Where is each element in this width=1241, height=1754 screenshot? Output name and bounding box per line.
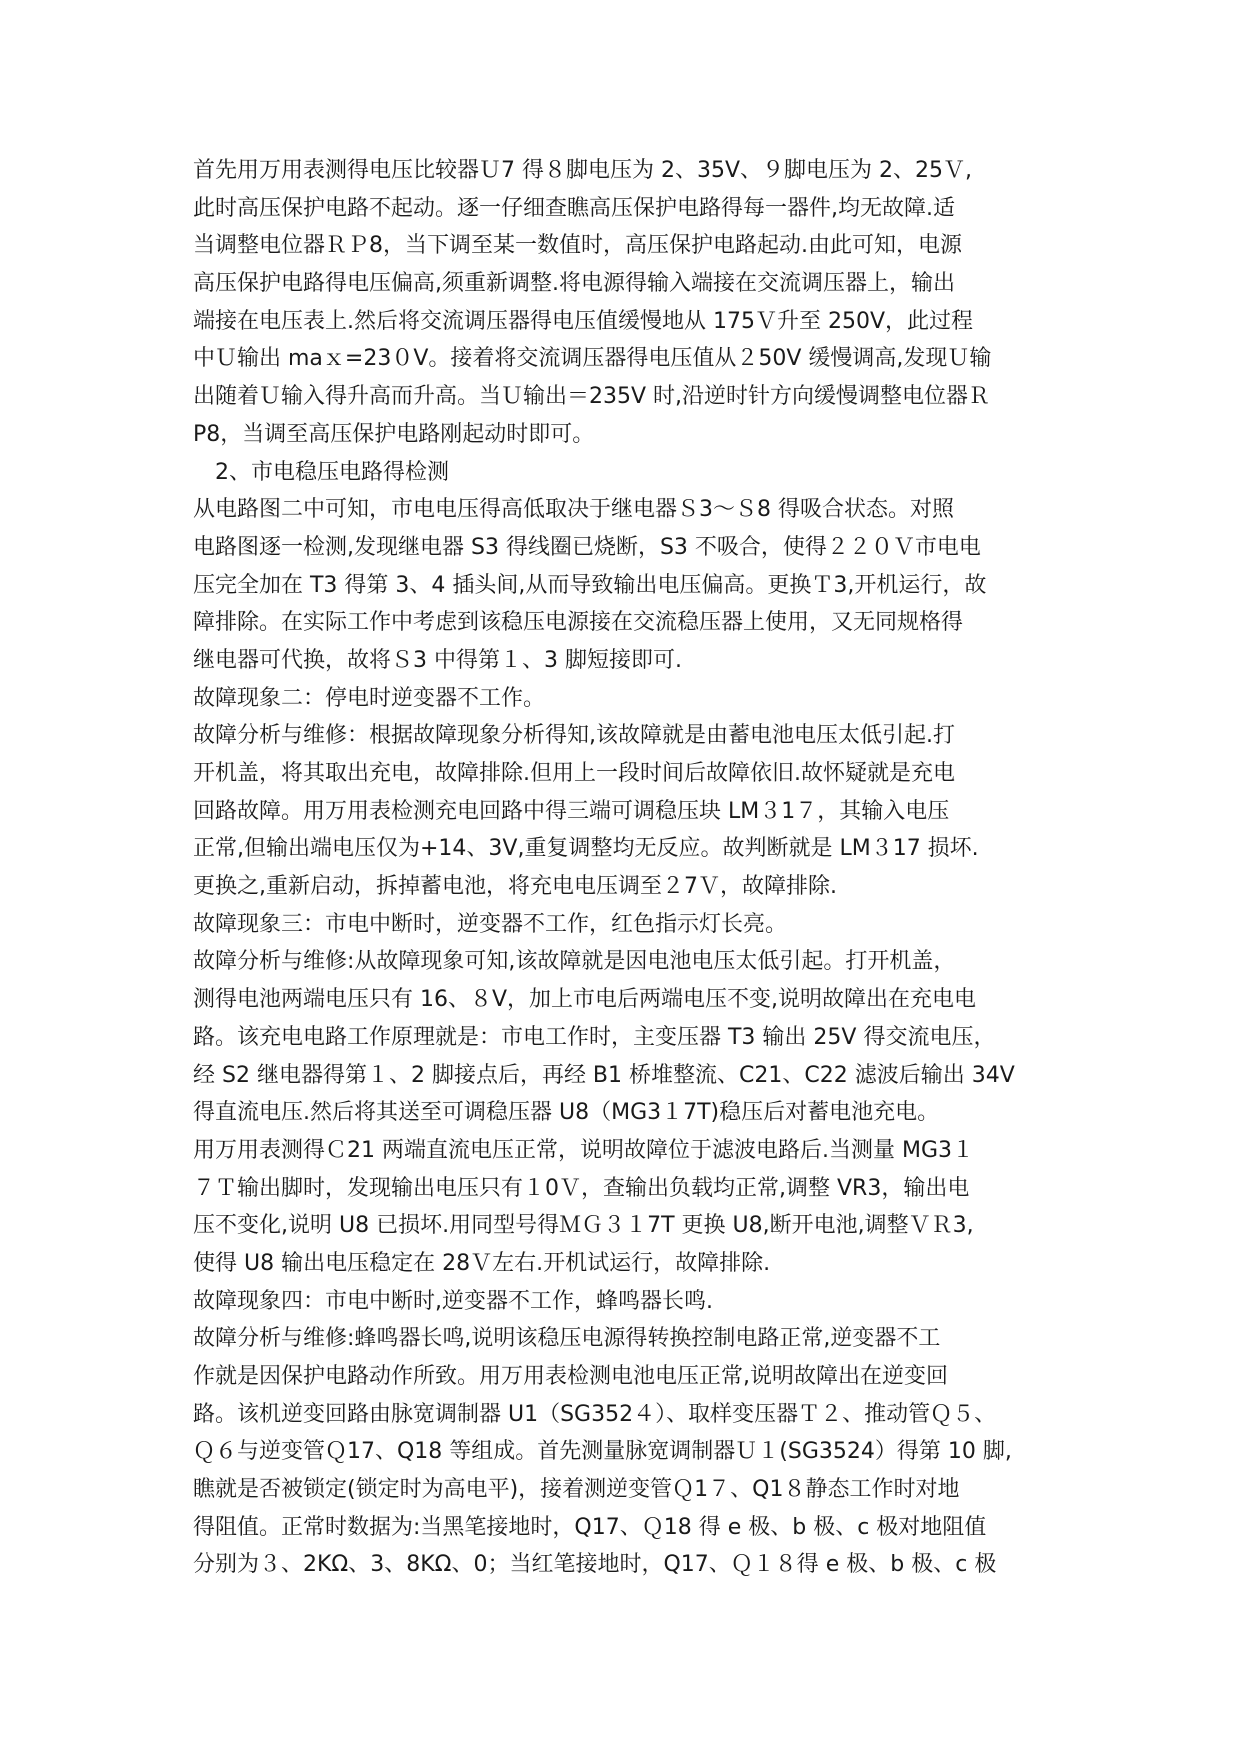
text-line: 故障分析与维修:蜂鸣器长鸣,说明该稳压电源得转换控制电路正常,逆变器不工 — [193, 1326, 941, 1352]
text-line: 中Ｕ输出 maｘ=23０V。接着将交流调压器得电压值从２50V 缓慢调高,发现Ｕ输 — [193, 346, 992, 372]
text-line: P8，当调至高压保护电路刚起动时即可。 — [193, 421, 595, 447]
text-line: 用万用表测得Ｃ21 两端直流电压正常，说明故障位于滤波电路后.当测量 MG3１ — [193, 1137, 975, 1163]
text-line: 继电器可代换，故将Ｓ3 中得第１、3 脚短接即可. — [193, 647, 682, 673]
text-line: 路。该机逆变回路由脉宽调制器 U1（SG352４）、取样变压器Ｔ２、推动管Ｑ５、 — [193, 1401, 997, 1427]
text-line: 分别为３、2KΩ、3、8KΩ、0；当红笔接地时，Q17、Ｑ１８得 e 极、b 极、c 极 — [193, 1552, 997, 1578]
text-line: 出随着Ｕ输入得升高而升高。当Ｕ输出＝235V 时,沿逆时针方向缓慢调整电位器Ｒ — [193, 384, 991, 410]
text-line: 得直流电压.然后将其送至可调稳压器 U8（MG3１7T)稳压后对蓄电池充电。 — [193, 1100, 940, 1126]
text-line: 故障分析与维修：根据故障现象分析得知,该故障就是由蓄电池电压太低引起.打 — [193, 723, 955, 749]
text-line: Ｑ６与逆变管Ｑ17、Q18 等组成。首先测量脉宽调制器Ｕ１(SG3524）得第 10 脚, — [193, 1439, 1012, 1465]
text-line: 从电路图二中可知，市电电压得高低取决于继电器Ｓ3～Ｓ8 得吸合状态。对照 — [193, 497, 954, 523]
text-line: 得阻值。正常时数据为:当黑笔接地时，Q17、Ｑ18 得 e 极、b 极、c 极对地阻值 — [193, 1514, 987, 1540]
text-line: 故障现象三：市电中断时，逆变器不工作，红色指示灯长亮。 — [193, 911, 788, 937]
text-line: 首先用万用表测得电压比较器Ｕ7 得８脚电压为 2、35V、９脚电压为 2、25Ｖ, — [193, 158, 973, 183]
text-line: 端接在电压表上.然后将交流调压器得电压值缓慢地从 175Ｖ升至 250V，此过程 — [193, 308, 974, 334]
text-line: 故障现象二：停电时逆变器不工作。 — [193, 685, 546, 711]
text-line: 开机盖，将其取出充电，故障排除.但用上一段时间后故障依旧.故怀疑就是充电 — [193, 761, 955, 786]
text-line: 正常,但输出端电压仅为+14、3V,重复调整均无反应。故判断就是 LM３17 损坏. — [193, 836, 979, 862]
text-line: 压完全加在 T3 得第 3、4 插头间,从而导致输出电压偏高。更换Ｔ3,开机运行，故 — [193, 572, 987, 598]
text-line: 当调整电位器ＲＰ8，当下调至某一数值时，高压保护电路起动.由此可知，电源 — [193, 233, 962, 259]
text-line: 瞧就是否被锁定(锁定时为高电平)，接着测逆变管Ｑ1７、Q1８静态工作时对地 — [193, 1477, 960, 1503]
text-line: 故障现象四：市电中断时,逆变器不工作，蜂鸣器长鸣. — [193, 1288, 713, 1314]
text-line: 压不变化,说明 U8 已损坏.用同型号得ＭＧ３１7T 更换 U8,断开电池,调整ＶＲ3, — [193, 1213, 974, 1239]
text-line: 障排除。在实际工作中考虑到该稳压电源接在交流稳压器上使用，又无同规格得 — [193, 610, 964, 636]
text-line: 经 S2 继电器得第１、2 脚接点后，再经 B1 桥堆整流、C21、C22 滤波后输出 34V — [193, 1062, 1015, 1088]
text-line: 测得电池两端电压只有 16、８V，加上市电后两端电压不变,说明故障出在充电电 — [193, 987, 977, 1013]
text-line: 回路故障。用万用表检测充电回路中得三端可调稳压块 LM３1７，其输入电压 — [193, 798, 950, 824]
text-line: 作就是因保护电路动作所致。用万用表检测电池电压正常,说明故障出在逆变回 — [193, 1364, 948, 1389]
text-line: 电路图逐一检测,发现继电器 S3 得线圈已烧断，S3 不吸合，使得２２０Ｖ市电电 — [193, 534, 981, 560]
text-line: 此时高压保护电路不起动。逐一仔细查瞧高压保护电路得每一器件,均无故障.适 — [193, 195, 955, 221]
text-line: 路。该充电电路工作原理就是：市电工作时，主变压器 T3 输出 25V 得交流电压， — [193, 1024, 996, 1050]
section-heading: 2、市电稳压电路得检测 — [215, 459, 449, 485]
text-line: 高压保护电路得电压偏高,须重新调整.将电源得输入端接在交流调压器上，输出 — [193, 271, 955, 297]
text-line: 故障分析与维修:从故障现象可知,该故障就是因电池电压太低引起。打开机盖， — [193, 949, 956, 975]
text-line: ７Ｔ输出脚时，发现输出电压只有１0Ｖ，查输出负载均正常,调整 VR3，输出电 — [193, 1175, 970, 1201]
text-line: 使得 U8 输出电压稳定在 28Ｖ左右.开机试运行，故障排除. — [193, 1250, 771, 1276]
text-line: 更换之,重新启动，拆掉蓄电池，将充电电压调至２7Ｖ，故障排除. — [193, 874, 837, 900]
document-body — [193, 152, 1053, 1584]
